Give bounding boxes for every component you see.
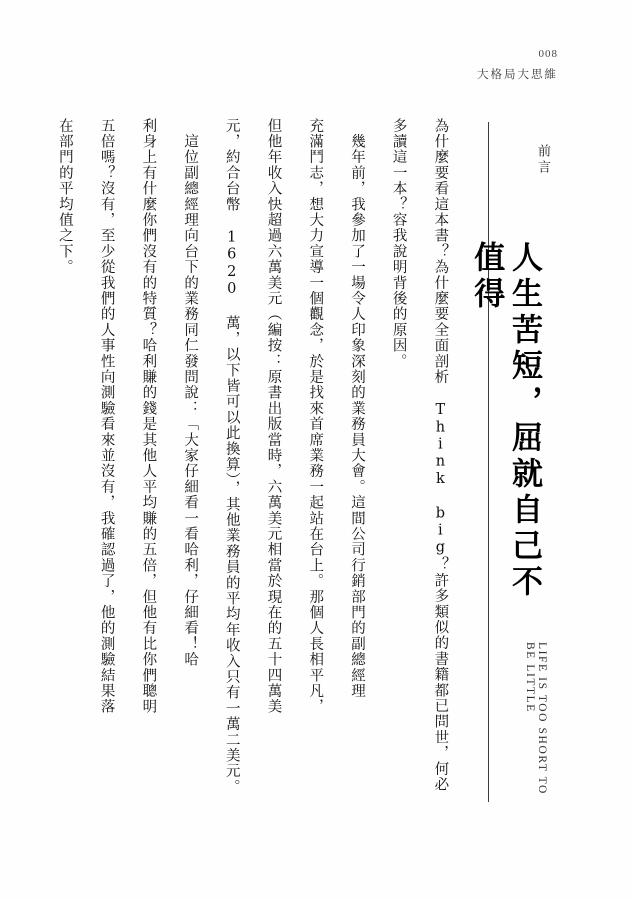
body-column: 幾年前，我參加了一場令人印象深刻的業務員大會。這間公司行銷部門的副總經理 [348, 118, 365, 699]
vertical-text-body [56, 118, 558, 818]
body-column: 多讀這一本？容我說明背後的原因。 [390, 118, 407, 370]
page-subtitle-english: LIFE IS TOO SHORT TO BE LITTLE [524, 642, 548, 796]
body-column: 但他年收入快超過六萬美元（編按：原書出版當時，六萬美元相當於現在的五十四萬美 [265, 118, 282, 715]
body-column: 在部門的平均值之下。 [56, 118, 73, 275]
body-column: 為什麼要看這本書？為什麼要全面剖析 Think big？許多類似的書籍都已問世，何必 [432, 118, 449, 793]
section-label: 前言 [535, 144, 550, 176]
book-title: 大格局大思維 [477, 66, 558, 81]
body-column: 利身上有什麼你們沒有的特質？哈利賺的錢是其他人平均賺的五倍，但他有比你們聰明 [140, 118, 157, 715]
running-head [477, 46, 558, 83]
body-column: 充滿鬥志，想大力宣導一個觀念，於是找來首席業務一起站在台上。那個人長相平凡， [307, 118, 324, 715]
body-column: 元，約合台幣 1620 萬，以下皆可以此換算），其他業務員的平均年收入只有一萬二美元。 [223, 118, 240, 795]
body-column: 五倍嗎？沒有，至少從我們的人事性向測驗看來並沒有，我確認過了，他的測驗結果落 [98, 118, 115, 715]
page-number: 008 [538, 48, 558, 60]
page-title: 人生苦短，屈就自己不值得 [468, 241, 542, 602]
heading-block [466, 118, 552, 808]
body-column: 這位副總經理向台下的業務同仁發問說：「大家仔細看一看哈利，仔細看！哈 [182, 118, 199, 668]
